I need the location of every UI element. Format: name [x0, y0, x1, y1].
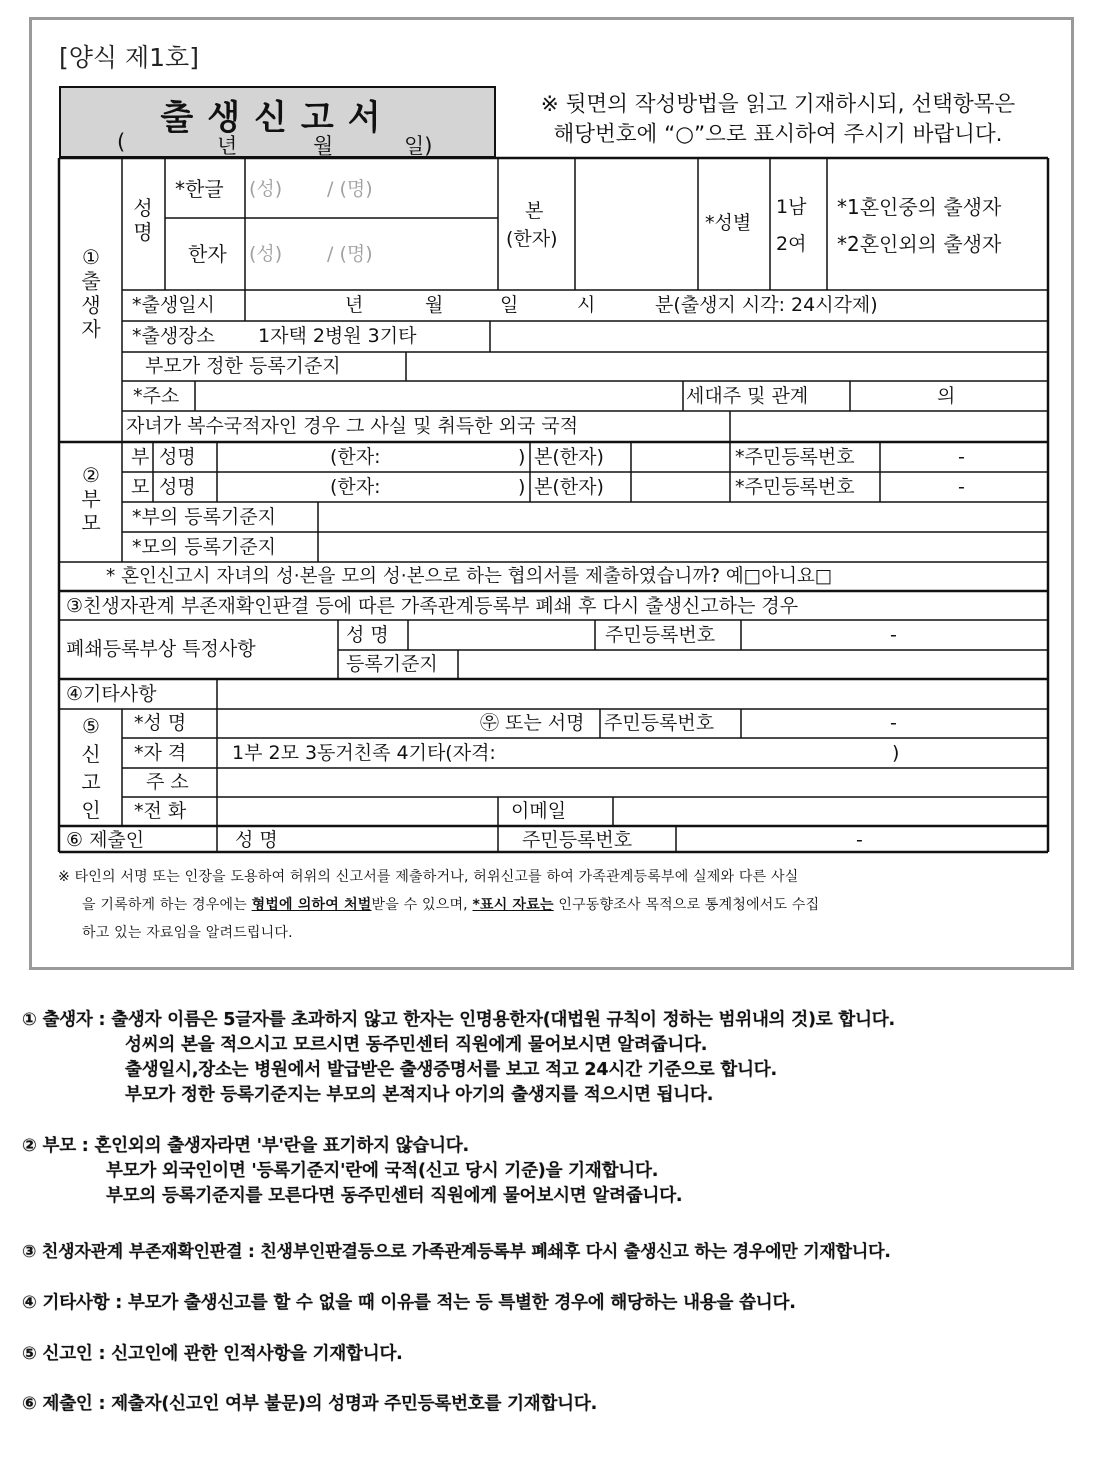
father-registration-label: *부의 등록기준지: [132, 506, 277, 528]
closed-regbase-field[interactable]: [460, 651, 1046, 678]
closed-rrn-label: 주민등록번호: [605, 624, 716, 646]
section-1-label: ① 출 생 자: [81, 245, 101, 341]
father-name-label: 성명: [159, 446, 196, 468]
section-3-title: ③친생자관계 부존재확인판결 등에 따른 가족관계등록부 폐쇄 후 다시 출생신고하는 경우: [66, 595, 799, 617]
multi-nationality-field[interactable]: [732, 413, 1046, 440]
household-head-label: 세대주 및 관계: [686, 385, 809, 407]
instruction-other: ④ 기타사항 : 부모가 출생신고를 할 수 없을 때 이유를 적는 등 특별한 경우에 해당하는 내용을 씁니다.: [22, 1293, 796, 1313]
reporter-address-label: 주 소: [146, 771, 189, 793]
instruction-note: ※ 뒷면의 작성방법을 읽고 기재하시되, 선택항목은 해당번호에 “○”으로 표시하여 주시기 바랍니다.: [540, 92, 1016, 147]
bon-hanja-label: (한자): [506, 228, 558, 250]
reporter-rrn-field[interactable]: -: [890, 712, 897, 734]
mother-hanja-field[interactable]: (한자:: [330, 476, 381, 498]
closed-register-label: 폐쇄등록부상 특정사항: [66, 638, 256, 660]
father-registration-field[interactable]: [320, 504, 1046, 531]
reporter-seal-text[interactable]: ㉾ 또는 서명: [480, 712, 585, 734]
submitter-label: ⑥ 제출인: [66, 829, 145, 851]
surname-agreement-question[interactable]: * 혼인신고시 자녀의 성·본을 모의 성·본으로 하는 협의서를 제출하였습니까? 예□아니요□: [106, 566, 833, 587]
date-open: (: [117, 130, 126, 154]
reporter-phone-label: *전 화: [134, 800, 187, 822]
birth-datetime-label: *출생일시: [132, 294, 215, 316]
date-day: 일): [404, 134, 433, 158]
reporter-qualification-close: ): [892, 742, 900, 764]
name-label: 성 명: [133, 196, 153, 244]
submitter-name-field[interactable]: [298, 828, 496, 851]
reporter-rrn-label: 주민등록번호: [604, 712, 715, 734]
mother-hanja-close: ): [518, 476, 526, 498]
mother-registration-label: *모의 등록기준지: [132, 536, 277, 558]
mother-name-label: 성명: [159, 476, 196, 498]
submitter-rrn-field[interactable]: -: [856, 829, 863, 851]
instruction-parents-2: 부모가 외국인이면 '등록기준지'란에 국적(신고 당시 기준)을 기재합니다.: [106, 1161, 659, 1181]
birth-minute-unit[interactable]: 분(출생지 시각: 24시각제): [655, 294, 878, 316]
mother-rrn-field[interactable]: -: [958, 476, 965, 498]
reporter-email-field[interactable]: [615, 799, 1046, 825]
instruction-reporter: ⑤ 신고인 : 신고인에 관한 인적사항을 기재합니다.: [22, 1344, 403, 1364]
birth-place-field[interactable]: [492, 323, 1046, 351]
submitter-name-label: 성 명: [235, 829, 278, 851]
sex-male-option[interactable]: 1남: [776, 196, 807, 218]
father-label: 부: [131, 446, 150, 468]
birth-hour-unit[interactable]: 시: [577, 294, 596, 316]
hanja-surname-field[interactable]: (성): [249, 243, 283, 265]
instruction-paternity: ③ 친생자관계 부존재확인판결 : 친생부인판결등으로 가족관계등록부 폐쇄후 다시 출생신고 하는 경우에만 기재합니다.: [22, 1242, 891, 1262]
birth-day-unit[interactable]: 일: [500, 294, 519, 316]
title-box: [59, 86, 496, 158]
birth-place-options[interactable]: 1자택 2병원 3기타: [258, 325, 417, 347]
father-hanja-close: ): [518, 446, 526, 468]
hangul-surname-field[interactable]: (성): [249, 178, 283, 200]
address-label: *주소: [133, 385, 180, 407]
mother-bon-label: 본(한자): [534, 476, 604, 498]
reporter-qualification-label: *자 격: [134, 742, 187, 764]
submitter-rrn-label: 주민등록번호: [522, 829, 633, 851]
bon-field[interactable]: [576, 160, 698, 288]
instruction-parents-1: ② 부모 : 혼인외의 출생자라면 '부'란을 표기하지 않습니다.: [22, 1136, 469, 1156]
registration-base-field[interactable]: [408, 353, 1046, 380]
sex-female-option[interactable]: 2여: [776, 233, 807, 255]
other-matters-field[interactable]: [219, 681, 1046, 708]
hangul-label: *한글: [175, 177, 224, 201]
legal-footnote: ※ 타인의 서명 또는 인장을 도용하여 허위의 신고서를 제출하거나, 허위신고를 하여 가족관계등록부에 실제와 다른 사실 을 기록하게 하는 경우에는 형법에 의하여 처벌받을 수 있으며, *표시 자료는 인구동향조사 목적으로 통계청에서도 수집 하고 있는 자료임을 알려드립니다.: [58, 869, 820, 941]
other-matters-label: ④기타사항: [66, 683, 157, 705]
closed-regbase-label: 등록기준지: [346, 653, 438, 675]
hanja-given-field[interactable]: / (명): [327, 243, 373, 265]
multi-nationality-label: 자녀가 복수국적자인 경우 그 사실 및 취득한 외국 국적: [126, 415, 579, 437]
sex-label: *성별: [705, 212, 752, 234]
instruction-birth-3: 출생일시,장소는 병원에서 발급받은 출생증명서를 보고 적고 24시간 기준으로 합니다.: [125, 1060, 777, 1080]
section-5-label: ⑤ 신 고 인: [81, 714, 101, 822]
instruction-submitter: ⑥ 제출인 : 제출자(신고인 여부 불문)의 성명과 주민등록번호를 기재합니다.: [22, 1394, 598, 1414]
reporter-email-label: 이메일: [511, 800, 567, 822]
instruction-parents-3: 부모의 등록기준지를 모른다면 동주민센터 직원에게 물어보시면 알려줍니다.: [106, 1186, 683, 1206]
father-rrn-field[interactable]: -: [958, 446, 965, 468]
out-marriage-option[interactable]: *2혼인외의 출생자: [837, 232, 1002, 256]
reporter-qualification-options[interactable]: 1부 2모 3동거친족 4기타(자격:: [232, 742, 496, 764]
hangul-given-field[interactable]: / (명): [327, 178, 373, 200]
hanja-label: 한자: [188, 242, 227, 266]
reporter-address-field[interactable]: [219, 769, 1046, 796]
section-2-label: ② 부 모: [81, 463, 101, 535]
in-marriage-option[interactable]: *1혼인중의 출생자: [837, 195, 1002, 219]
instruction-birth-1: ① 출생자 : 출생자 이름은 5글자를 초과하지 않고 한자는 인명용한자(대법원 규칙이 정하는 범위내의 것)로 합니다.: [22, 1010, 895, 1030]
mother-rrn-label: *주민등록번호: [735, 476, 855, 498]
birth-place-label: *출생장소: [132, 325, 215, 347]
registration-base-label: 부모가 정한 등록기준지: [145, 355, 341, 377]
address-field[interactable]: [197, 383, 681, 410]
instruction-birth-2: 성씨의 본을 적으시고 모르시면 동주민센터 직원에게 물어보시면 알려줍니다.: [125, 1035, 708, 1055]
reporter-name-label: *성 명: [134, 712, 187, 734]
report-date[interactable]: [61, 130, 494, 156]
mother-label: 모: [131, 476, 150, 498]
birth-year-unit[interactable]: 년: [345, 294, 364, 316]
mother-registration-field[interactable]: [320, 534, 1046, 561]
reporter-phone-field[interactable]: [219, 799, 496, 825]
household-of-text[interactable]: 의: [937, 385, 956, 407]
bon-label: 본: [525, 200, 544, 222]
birth-month-unit[interactable]: 월: [425, 294, 444, 316]
father-rrn-label: *주민등록번호: [735, 446, 855, 468]
date-year: 년: [217, 134, 238, 158]
father-bon-label: 본(한자): [534, 446, 604, 468]
form-title: 출생신고서: [160, 98, 395, 138]
date-month: 월: [313, 134, 334, 158]
form-number-label: [양식 제1호]: [59, 43, 199, 72]
closed-name-field[interactable]: [410, 622, 593, 649]
instruction-birth-4: 부모가 정한 등록기준지는 부모의 본적지나 아기의 출생지를 적으시면 됩니다.: [125, 1085, 714, 1105]
father-hanja-field[interactable]: (한자:: [330, 446, 381, 468]
closed-name-label: 성 명: [346, 624, 389, 646]
closed-rrn-field[interactable]: -: [890, 624, 897, 646]
